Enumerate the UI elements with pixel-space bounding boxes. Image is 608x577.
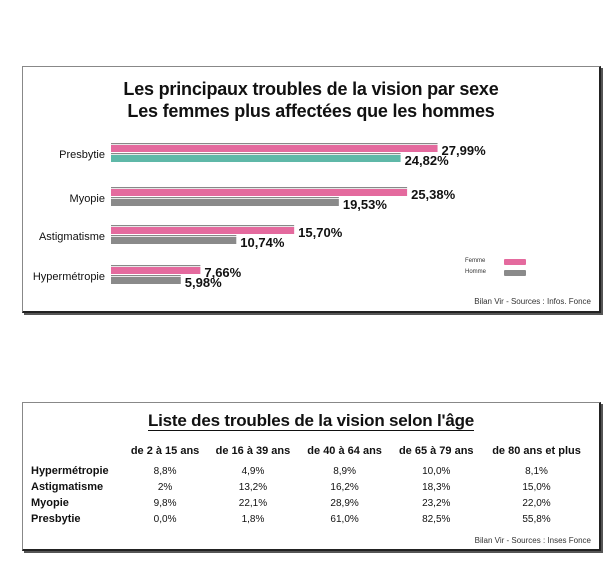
bar-value-label: 25,38%: [411, 187, 456, 202]
table-row-label: Hypermétropie: [31, 465, 109, 477]
table-row: [31, 463, 591, 479]
table-cell: 2%: [157, 481, 173, 493]
table-header-cell: de 80 ans et plus: [492, 445, 581, 457]
bar-value-label: 10,74%: [240, 235, 285, 250]
table-cell: 55,8%: [522, 513, 551, 525]
age-table-panel: [22, 402, 601, 551]
bar-outline-homme: [111, 197, 339, 198]
table-row: [31, 479, 591, 495]
bar-outline-femme: [111, 225, 294, 226]
bar-homme: [111, 199, 339, 206]
chart-title: Les principaux troubles de la vision par sexe: [123, 79, 499, 99]
table-cell: 4,9%: [241, 465, 265, 477]
table-cell: 22,1%: [238, 497, 268, 509]
table-cell: 8,8%: [153, 465, 177, 477]
chart-legend: [463, 257, 527, 279]
category-label: Hypermétropie: [32, 271, 105, 283]
table-cell: 0,0%: [153, 513, 177, 525]
table-cell: 10,0%: [422, 465, 451, 477]
legend-label-homme: Homme: [465, 269, 487, 275]
table-cell: 23,2%: [422, 497, 451, 509]
table-source: Bilan Vir - Sources : Inses Fonce: [474, 536, 591, 545]
bar-outline-homme: [111, 275, 181, 276]
bar-outline-femme: [111, 143, 438, 144]
category-label: Astigmatisme: [38, 231, 105, 243]
table-cell: 28,9%: [330, 497, 359, 509]
bar-value-label: 19,53%: [342, 197, 387, 212]
table-cell: 61,0%: [330, 513, 359, 525]
table-cell: 8,1%: [525, 465, 548, 477]
bar-outline-femme: [111, 265, 200, 266]
bar-value-label: 5,98%: [184, 275, 222, 290]
chart-source: Bilan Vir - Sources : Infos. Fonce: [474, 297, 591, 306]
age-table: [31, 443, 591, 527]
legend-item-femme: [463, 257, 527, 267]
table-header-cell: de 16 à 39 ans: [215, 445, 291, 457]
legend-swatch-homme: [504, 270, 526, 276]
bar-femme: [111, 267, 200, 274]
table-header-cell: de 2 à 15 ans: [130, 445, 200, 457]
table-cell: 9,8%: [153, 497, 177, 509]
bar-outline-homme: [111, 235, 236, 236]
table-row-label: Astigmatisme: [31, 481, 104, 493]
bar-femme: [111, 145, 438, 152]
table-cell: 22,0%: [522, 497, 551, 509]
legend-label-femme: Femme: [465, 258, 486, 264]
table-header-cell: de 65 à 79 ans: [398, 445, 474, 457]
table-header-row: [31, 443, 591, 463]
legend-item-homme: [463, 268, 527, 278]
table-cell: 16,2%: [330, 481, 359, 493]
table-row-label: Myopie: [31, 497, 69, 509]
bar-value-label: 24,82%: [404, 153, 449, 168]
bar-homme: [111, 237, 236, 244]
table-cell: 82,5%: [422, 513, 451, 525]
table-cell: 8,9%: [333, 465, 356, 477]
category-label: Presbytie: [59, 149, 105, 161]
table-cell: 1,8%: [241, 513, 265, 525]
table-row: [31, 511, 591, 527]
bar-homme: [111, 155, 401, 162]
table-cell: 15,0%: [522, 481, 551, 493]
table-title-text: Liste des troubles de la vision selon l'âge: [147, 411, 475, 430]
bar-value-label: 7,66%: [204, 265, 242, 280]
bar-outline-femme: [111, 187, 407, 188]
legend-swatch-femme: [504, 259, 526, 265]
table-cell: 18,3%: [422, 481, 451, 493]
bar-homme: [111, 277, 181, 284]
category-label: Myopie: [69, 193, 105, 205]
chart-subtitle: Les femmes plus affectées que les hommes: [127, 101, 495, 121]
table-header-cell: de 40 à 64 ans: [307, 445, 382, 457]
bar-femme: [111, 189, 407, 196]
bar-femme: [111, 227, 294, 234]
bar-value-label: 27,99%: [441, 143, 486, 158]
bar-chart-panel: [22, 66, 601, 313]
table-cell: 13,2%: [238, 481, 268, 493]
bar-value-label: 15,70%: [298, 225, 343, 240]
table-row-label: Presbytie: [31, 513, 81, 525]
table-title: [23, 411, 599, 431]
bar-outline-homme: [111, 153, 401, 154]
table-row: [31, 495, 591, 511]
table-header-corner: [31, 443, 123, 463]
